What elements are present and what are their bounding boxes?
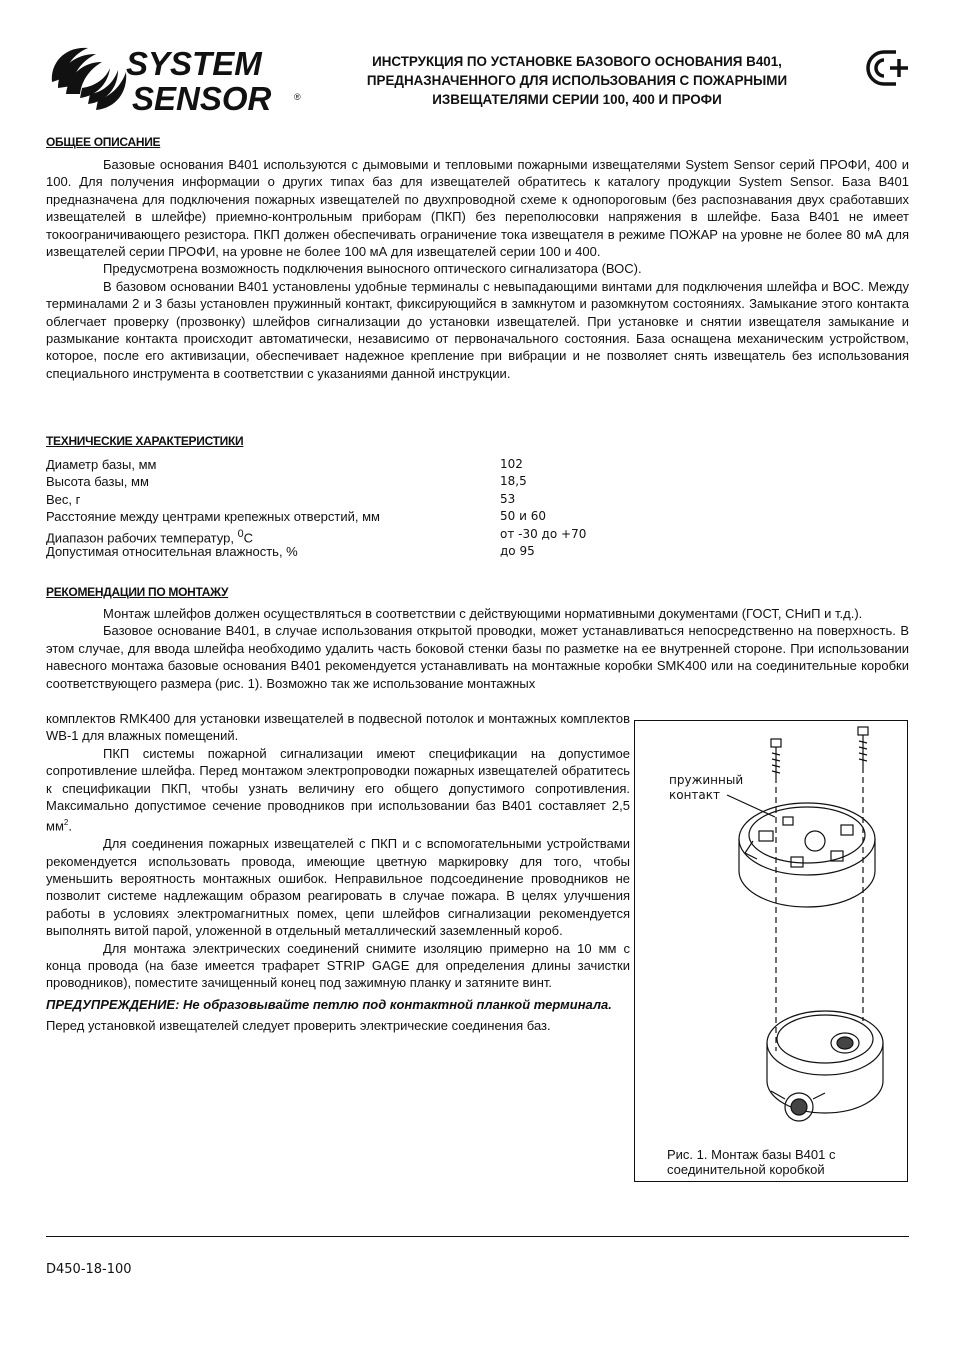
- spec-row: [46, 526, 746, 543]
- spec-row: [46, 473, 746, 490]
- spring-contact-label: пружинный контакт: [669, 773, 744, 802]
- figure-caption: [667, 1147, 835, 1177]
- paragraph: комплектов RMK400 для установки извещателей в подвесной потолок и монтажных комплектов WB-1 для влажных помещений.: [46, 711, 630, 744]
- spec-label-unit: С: [243, 529, 254, 545]
- paragraph-end: .: [68, 818, 72, 834]
- svg-text:SENSOR: SENSOR: [132, 80, 272, 116]
- gost-certification-icon: [858, 48, 912, 88]
- caption-line: соединительной коробкой: [667, 1162, 825, 1177]
- screw-right-icon: [858, 727, 868, 773]
- spec-row: [46, 491, 746, 508]
- paragraph: Для монтажа электрических соединений снимите изоляцию примерно на 10 мм с конца провода (на базе имеется трафарет STRIP GAGE для определения длины зачистки проводников), поместите зачищенный конец под зажимную планку и затяните винт.: [46, 940, 630, 991]
- paragraph: Монтаж шлейфов должен осуществляться в соответствии с действующими нормативными документами (ГОСТ, СНиП и т.д.).: [103, 606, 863, 621]
- spec-label: Диаметр базы, мм: [46, 457, 157, 472]
- mounting-body: [46, 710, 630, 1035]
- paragraph: Предусмотрена возможность подключения выносного оптического сигнализатора (ВОС).: [103, 261, 642, 277]
- figure-1: [634, 720, 908, 1182]
- document-number: D450-18-100: [46, 1262, 132, 1277]
- title-line: ИНСТРУКЦИЯ ПО УСТАНОВКЕ БАЗОВОГО ОСНОВАНИЯ В401,: [372, 54, 782, 69]
- document-title: [312, 52, 842, 109]
- paragraph: В базовом основании В401 установлены удобные терминалы с невыпадающими винтами для подключения шлейфа и ВОС. Между терминалами 2 и 3 базы установлен пружинный контакт, фиксирующийся в замкнутом и разомкнутом состояниях. Замыкание этого контакта облегчает проверку (прозвонку) шлейфов сигнализации до установки извещателей. При установке и снятии извещателя замыкание и размыкание контакта происходит автоматически, независимо от первоначального состояния. База оснащена механическим устройством, которое, после его активизации, обеспечивает надежное крепление при вибрации и не позволяет снять извещатель без использования специального инструмента в соответствии с указаниями данной инструкции.: [46, 278, 909, 381]
- paragraph: Базовые основания В401 используются с дымовыми и тепловыми пожарными извещателями System Sensor серий ПРОФИ, 400 и 100. Для получения информации о других типах баз для извещателей обратитесь к каталогу продукции System Sensor. База В401 предназначена для подключения пожарных извещателей по двухпроводной схеме к однопороговым (без распознавания двух сработавших извещателей в шлейфе) приемно-контрольным приборам (ПКП) без переполюсовки напряжения в шлейфе. База В401 не имеет токоограничивающего резистора. ПКП должен обеспечивать ограничение тока извещателя в режиме ПОЖАР на уровне не более 80 мА для извещателей серии ПРОФИ, на уровне не более 100 мА для извещателей серии 100 и 400.: [46, 157, 909, 260]
- spec-value: до 95: [500, 543, 535, 558]
- spec-label-text: Диапазон рабочих температур,: [46, 529, 238, 545]
- spec-value: 53: [500, 491, 516, 506]
- paragraph: Перед установкой извещателей следует проверить электрические соединения баз.: [46, 1018, 551, 1034]
- paragraph: Базовое основание В401, в случае использования открытой проводки, может устанавливаться непосредственно на поверхность. В этом случае, для ввода шлейфа необходимо удалить часть боковой стенки базы по разметке на ее внутренней стороне. При использовании навесного монтажа базовые основания В401 рекомендуется устанавливать на монтажные коробки SMK400 или на соединительные коробки соответствующего размера (рис. 1). Возможно так же использование монтажных: [46, 623, 909, 691]
- paragraph: Для соединения пожарных извещателей с ПКП и с вспомогательными устройствами рекомендуется использовать провода, имеющие цветную маркировку для того, чтобы уменьшить вероятность монтажных ошибок. Неправильное подсоединение проводников не позволит системе надлежащим образом реагировать в случае пожара. В целях улучшения работы в условиях электромагнитных помех, цепи шлейфов сигнализации рекомендуется выполнять витой парой, уложенной в отдельный металлический заземленный короб.: [46, 836, 630, 939]
- spec-value: 50 и 60: [500, 509, 546, 524]
- spec-label: Допустимая относительная влажность, %: [46, 543, 298, 559]
- title-line: ПРЕДНАЗНАЧЕННОГО ДЛЯ ИСПОЛЬЗОВАНИЯ С ПОЖАРНЫМИ: [366, 73, 788, 88]
- spec-label: Высота базы, мм: [46, 474, 149, 490]
- spec-value: 18,5: [500, 474, 527, 489]
- heading-mounting: РЕКОМЕНДАЦИИ ПО МОНТАЖУ: [46, 585, 229, 599]
- spec-row: [46, 543, 746, 560]
- junction-box-icon: [767, 1011, 883, 1121]
- caption-line: Рис. 1. Монтаж базы В401 с: [667, 1147, 836, 1162]
- spec-label: Вес, г: [46, 491, 81, 507]
- paragraph-text: ПКП системы пожарной сигнализации имеют спецификации на допустимое сопротивление шлейфа. Перед монтажом электропроводки пожарных извещателей обратитесь к спецификации ПКП, чтобы узнать величину его общего допустимого сопротивления. Максимально допустимое сечение проводников при использовании баз В401 составляет 2,5 мм: [46, 745, 630, 834]
- svg-text:®: ®: [294, 92, 301, 102]
- logo-swirl-icon: [52, 48, 126, 110]
- spec-value: от -30 до +70: [500, 526, 587, 541]
- spec-label: Расстояние между центрами крепежных отверстий, мм: [46, 509, 380, 525]
- screw-left-icon: [771, 739, 781, 783]
- svg-text:SYSTEM: SYSTEM: [126, 45, 262, 82]
- heading-specifications: ТЕХНИЧЕСКИЕ ХАРАКТЕРИСТИКИ: [46, 434, 244, 448]
- general-description: [46, 156, 909, 382]
- heading-general-description: ОБЩЕЕ ОПИСАНИЕ: [46, 135, 161, 149]
- superscript: 2: [63, 818, 69, 828]
- base-b401-icon: [739, 803, 875, 907]
- spec-row: [46, 508, 746, 525]
- system-sensor-logo: [44, 42, 306, 116]
- specifications-table: [46, 456, 746, 560]
- title-line: ИЗВЕЩАТЕЛЯМИ СЕРИИ 100, 400 И ПРОФИ: [432, 92, 722, 107]
- spec-value: 102: [500, 457, 523, 471]
- mounting-intro: [46, 605, 909, 692]
- degree-sup: 0: [237, 527, 244, 540]
- spec-row: [46, 456, 746, 473]
- footer-divider: [46, 1236, 909, 1237]
- paragraph: [46, 745, 630, 835]
- warning-text: ПРЕДУПРЕЖДЕНИЕ: Не образовывайте петлю под контактной планкой терминала.: [46, 996, 612, 1012]
